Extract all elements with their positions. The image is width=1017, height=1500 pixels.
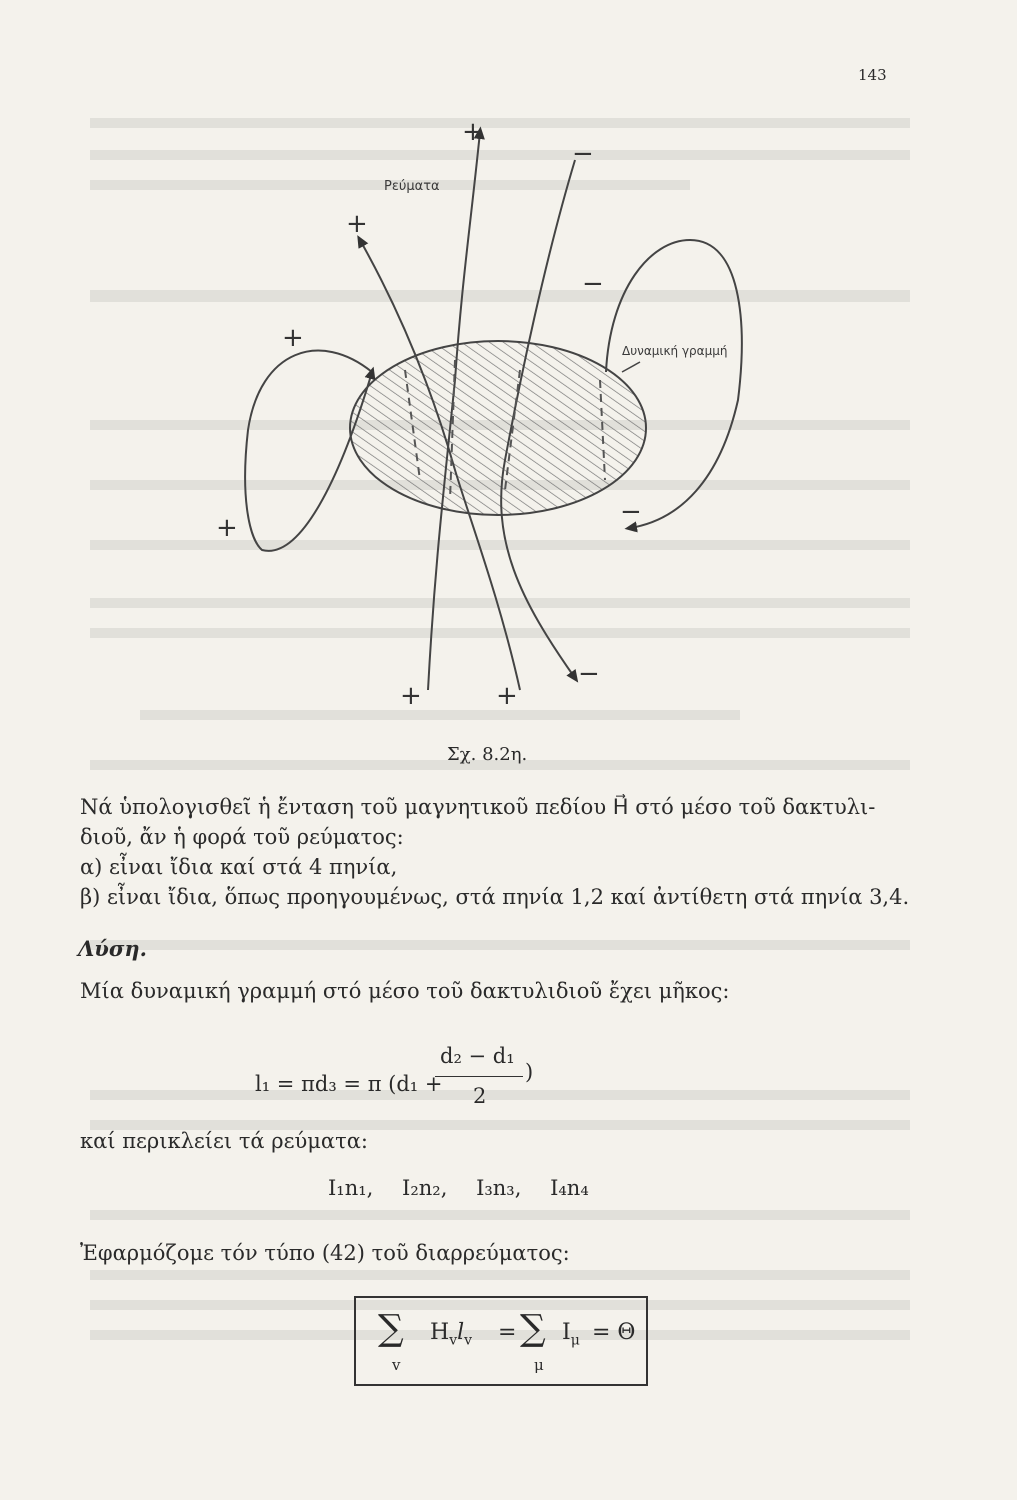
sign-plus-bottom-1: + xyxy=(400,681,422,711)
solution-line-1: Μία δυναμική γραμμή στό μέσο τοῦ δακτυλιδιοῦ ἔχει μῆκος: xyxy=(80,979,730,1003)
current-1: I₁n₁, xyxy=(328,1176,374,1200)
label-currents: Ρεύματα xyxy=(384,179,440,194)
sign-minus-lower-right: − xyxy=(620,497,642,527)
formula-denominator: 2 xyxy=(473,1084,487,1108)
sum-index-1: v xyxy=(392,1356,401,1374)
term-h-symbol: H xyxy=(430,1320,450,1345)
problem-line-2: διοῦ, ἄν ἡ φορά τοῦ ρεύματος: xyxy=(80,825,404,849)
currents-list xyxy=(328,1176,589,1200)
term-l-sub: v xyxy=(464,1332,473,1349)
current-3: I₃n₃, xyxy=(476,1176,522,1200)
label-dynamic-line-text: Δυναμική γραμμή xyxy=(622,344,728,358)
current-2: I₂n₂, xyxy=(402,1176,448,1200)
formula-lhs: l₁ = πd₃ = π (d₁ + xyxy=(255,1072,443,1096)
sum-symbol-2: ∑ xyxy=(520,1308,546,1349)
ampere-law-box xyxy=(354,1296,648,1386)
label-dynamic-line xyxy=(622,344,727,358)
page-number: 143 xyxy=(858,66,887,84)
sign-plus-top: + xyxy=(462,117,484,147)
term-h-sub: v xyxy=(449,1332,458,1349)
formula-fraction-bar xyxy=(435,1076,523,1077)
current-4: I₄n₄ xyxy=(550,1176,589,1200)
figure-caption: Σχ. 8.2η. xyxy=(447,744,528,765)
sign-plus-bottom-2: + xyxy=(496,681,518,711)
term-i-sub: μ xyxy=(570,1332,580,1349)
sign-minus-bottom-right: − xyxy=(578,659,600,689)
problem-line-1: Νά ὑπολογισθεῖ ἡ ἔνταση τοῦ μαγνητικοῦ πεδίου H⃗ στό μέσο τοῦ δακτυλι- xyxy=(80,795,876,819)
term-i xyxy=(562,1320,580,1348)
equals-1: = xyxy=(498,1320,517,1345)
term-i-symbol: I xyxy=(562,1320,571,1345)
sum-index-2: μ xyxy=(534,1356,544,1374)
solution-heading: Λύση. xyxy=(78,936,147,961)
rhs-theta: = Θ xyxy=(592,1320,636,1345)
sign-minus-top: − xyxy=(572,139,594,169)
problem-item-a: α) εἶναι ἴδια καί στά 4 πηνία, xyxy=(80,855,398,879)
length-formula xyxy=(255,1040,655,1120)
sign-plus-lower-left: + xyxy=(216,513,238,543)
sign-plus-left: + xyxy=(282,323,304,353)
term-l-symbol: l xyxy=(457,1320,465,1345)
sum-symbol-1: ∑ xyxy=(378,1308,404,1349)
problem-item-b: β) εἶναι ἴδια, ὅπως προηγουμένως, στά πηνία 1,2 καί ἀντίθετη στά πηνία 3,4. xyxy=(80,885,910,909)
solution-line-2: καί περικλείει τά ρεύματα: xyxy=(80,1129,368,1153)
term-h xyxy=(430,1320,472,1348)
field-loop-left xyxy=(245,351,372,551)
sign-plus-upper-left: + xyxy=(346,209,368,239)
formula-close: ) xyxy=(525,1060,534,1084)
solution-line-3: Ἐφαρμόζομε τόν τύπο (42) τοῦ διαρρεύματος: xyxy=(80,1241,570,1265)
sign-minus-right: − xyxy=(582,269,604,299)
formula-numerator: d₂ − d₁ xyxy=(440,1044,515,1068)
